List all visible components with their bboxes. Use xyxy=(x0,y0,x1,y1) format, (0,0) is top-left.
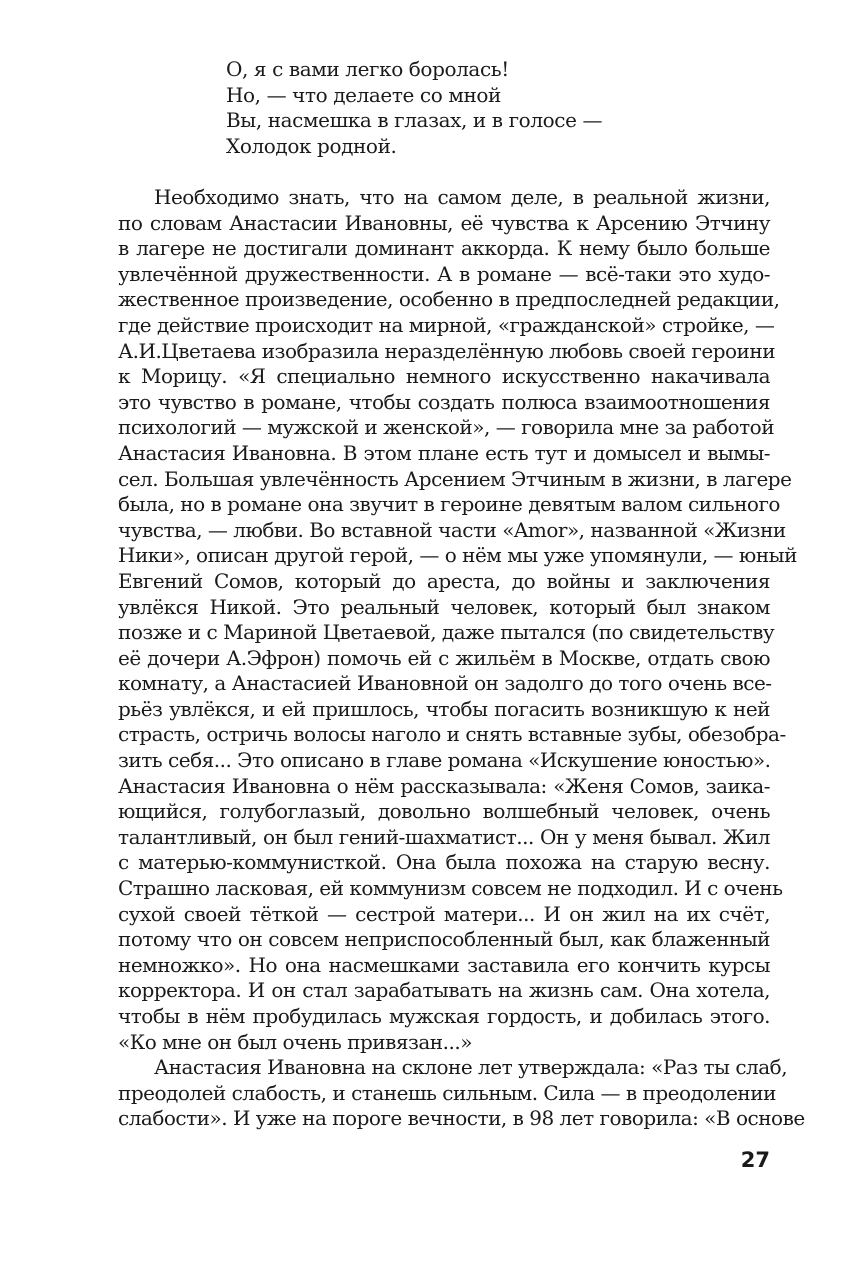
text-line: чувства, — любви. Во вставной части «Amor», названной «Жизни xyxy=(118,517,786,542)
text-line: Анастасия Ивановна на склоне лет утверждала: «Раз ты слаб, xyxy=(154,1055,788,1080)
text-line: слабости». И уже на пороге вечности, в 98 лет говорила: «В основе xyxy=(118,1106,805,1131)
text-line: преодолей слабость, и станешь сильным. Сила — в преодолении xyxy=(118,1080,776,1105)
text-line: сел. Большая увлечённость Арсением Этчиным в жизни, в лагере xyxy=(118,466,792,491)
text-line: зить себя... Это описано в главе романа «Искушение юностью». xyxy=(118,748,771,773)
text-line: Анастасия Ивановна. В этом плане есть тут и домысел и вымы- xyxy=(118,440,770,465)
text-line: Необходимо знать, что на самом деле, в реальной жизни, xyxy=(154,185,770,209)
poem-line: Но, — что делаете со мной xyxy=(226,82,501,107)
text-line: чтобы в нём пробудилась мужская гордость, и добилась этого. xyxy=(118,1004,770,1028)
text-line: рьёз увлёкся, и ей пришлось, чтобы погасить возникшую к ней xyxy=(118,696,770,721)
text-line: с матерью-коммунисткой. Она была похожа на старую весну. xyxy=(118,850,770,875)
text-line: где действие происходит на мирной, «гражданской» стройке, — xyxy=(118,312,775,337)
text-line: позже и с Мариной Цветаевой, даже пытался (по свидетельству xyxy=(118,620,775,645)
page-number: 27 xyxy=(740,1148,770,1172)
text-line: талантливый, он был гений-шахматист... Он у меня бывал. Жил xyxy=(118,824,770,849)
text-line: её дочери А.Эфрон) помочь ей с жильём в Москве, отдать свою xyxy=(118,645,770,670)
poem-line: Холодок родной. xyxy=(226,133,397,158)
text-line: Страшно ласковая, ей коммунизм совсем не подходил. И с очень xyxy=(118,876,783,901)
text-line: психологий — мужской и женской», — говорила мне за работой xyxy=(118,415,775,440)
text-line: к Морицу. «Я специально немного искусственно накачивала xyxy=(118,364,770,389)
text-line: была, но в романе она звучит в героине девятым валом сильного xyxy=(118,492,780,517)
text-line: это чувство в романе, чтобы создать полюса взаимоотношения xyxy=(118,389,770,414)
text-line: комнату, а Анастасией Ивановной он задолго до того очень всe- xyxy=(118,671,772,696)
poem-line: Вы, насмешка в глазах, и в голосе — xyxy=(226,108,603,133)
paragraph-1 xyxy=(118,185,797,1055)
text-line: в лагере не достигали доминант аккорда. К нему было больше xyxy=(118,236,770,261)
text-line: увлечённой дружественности. А в романе — всё-таки это худо- xyxy=(118,261,770,286)
poem-stanza xyxy=(226,57,602,159)
paragraph-2 xyxy=(118,1055,805,1132)
text-line: Ники», описан другой герой, — о нём мы уже упомянули, — юный xyxy=(118,543,797,568)
text-line: А.И.Цветаева изобразила неразделённую любовь своей героини xyxy=(118,338,776,363)
text-line: немножко». Но она насмешками заставила его кончить курсы xyxy=(118,952,770,977)
text-line: ющийся, голубоглазый, довольно волшебный человек, очень xyxy=(118,799,770,824)
text-line: сухой своей тёткой — сестрой матери... И он жил на их счёт, xyxy=(118,901,770,926)
poem-line: О, я с вами легко боролась! xyxy=(226,57,509,81)
text-line: потому что он совсем неприспособленный был, как блаженный xyxy=(118,927,770,952)
text-line: по словам Анастасии Ивановны, её чувства к Арсению Этчину xyxy=(118,210,770,235)
text-line: страсть, остричь волосы наголо и снять вставные зубы, обезобра- xyxy=(118,722,786,747)
text-line: корректора. И он стал зарабатывать на жизнь сам. Она хотела, xyxy=(118,978,770,1003)
text-line: Анастасия Ивановна о нём рассказывала: «Женя Сомов, заика- xyxy=(118,773,770,798)
text-line: увлёкся Никой. Это реальный человек, который был знаком xyxy=(118,594,770,619)
text-line: «Ко мне он был очень привязан...» xyxy=(118,1029,472,1054)
text-line: жественное произведение, особенно в предпоследней редакции, xyxy=(118,287,780,312)
text-line: Евгений Сомов, который до ареста, до войны и заключения xyxy=(118,568,770,593)
body-text xyxy=(118,185,805,1132)
